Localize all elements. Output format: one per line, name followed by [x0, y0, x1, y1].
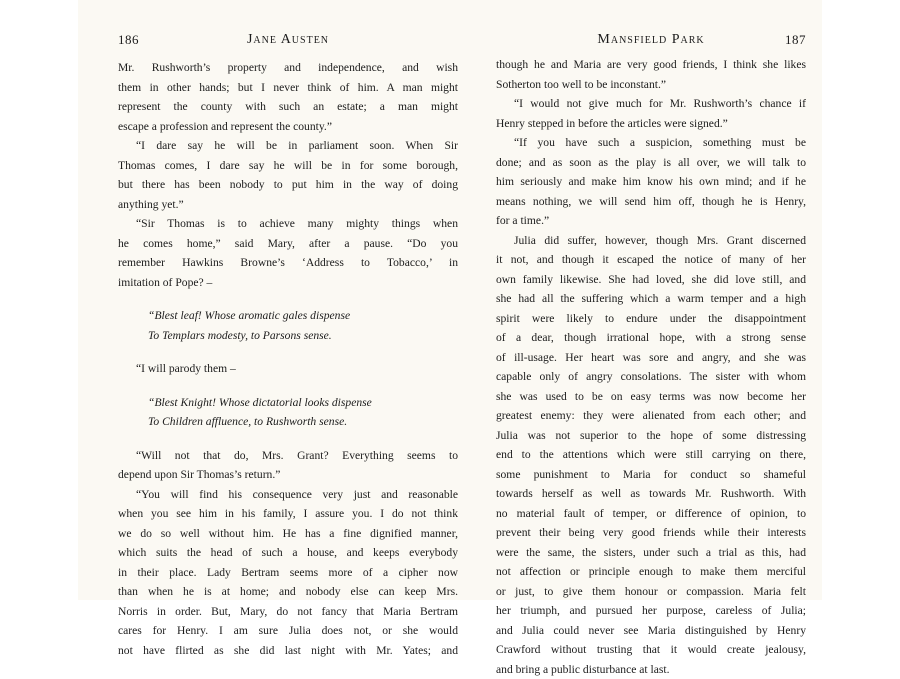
- right-page-text: [496, 55, 806, 679]
- text-line: “I will parody them –: [118, 359, 458, 379]
- text-line: remember Hawkins Browne’s ‘Address to Tobacco,’ in: [118, 253, 458, 273]
- running-head-title-right: Mansfield Park: [496, 32, 806, 48]
- text-line: towards herself as well as towards Mr. Rushworth. With: [496, 484, 806, 504]
- text-line: she had all the suffering which a warm temper and a high: [496, 289, 806, 309]
- text-line: we do so well without him. He has a fine dignified manner,: [118, 524, 458, 544]
- text-line: not affection or principle enough to make them merciful: [496, 562, 806, 582]
- right-page: [496, 0, 806, 600]
- text-line: “I would not give much for Mr. Rushworth’s chance if: [496, 94, 806, 114]
- text-line: cares for Henry. I am sure Julia does not, or she would: [118, 621, 458, 641]
- text-line: represent the county with such an estate; a man might: [118, 97, 458, 117]
- text-line: than when he is at home; and nobody else can keep Mrs.: [118, 582, 458, 602]
- text-line: which suits the head of such a house, and keeps everybody: [118, 543, 458, 563]
- page-number-left: 186: [118, 32, 139, 48]
- text-line: “Will not that do, Mrs. Grant? Everything seems to: [118, 446, 458, 466]
- text-line: of a dear, though irrational hope, with a strong sense: [496, 328, 806, 348]
- text-line: end to the attentions which were still carrying on there,: [496, 445, 806, 465]
- text-line: capable only of angry consolations. The sister with whom: [496, 367, 806, 387]
- text-line: Julia was not superior to the hope of some distressing: [496, 426, 806, 446]
- text-line: her triumph, and pursued her purpose, careless of Julia;: [496, 601, 806, 621]
- text-line: in their place. Lady Bertram seems more of a cipher now: [118, 563, 458, 583]
- running-head-right: [496, 32, 806, 50]
- text-line: Sotherton too well to be inconstant.”: [496, 75, 806, 95]
- text-line: Thomas comes, I dare say he will be in for some borough,: [118, 156, 458, 176]
- page-number-right: 187: [785, 32, 806, 48]
- text-line: means nothing, we will send him off, though he is Henry,: [496, 192, 806, 212]
- text-line: greatest enemy: they were alienated from each other; and: [496, 406, 806, 426]
- verse-line: “Blest Knight! Whose dictatorial looks dispense: [118, 393, 458, 413]
- text-line: some punishment to Maria for conduct so shameful: [496, 465, 806, 485]
- verse-line: To Templars modesty, to Parsons sense.: [118, 326, 458, 346]
- text-line: or just, to give them honour or compassion. Maria felt: [496, 582, 806, 602]
- text-line: she was used to be on easy terms was now become her: [496, 387, 806, 407]
- text-line: but there has been nobody to put him in the way of doing: [118, 175, 458, 195]
- text-line: anything yet.”: [118, 195, 458, 215]
- text-line: own family likewise. She had loved, she did love still, and: [496, 270, 806, 290]
- text-line: escape a profession and represent the county.”: [118, 117, 458, 137]
- text-line: were the same, the sisters, under such a trial as this, had: [496, 543, 806, 563]
- text-line: when you see him in his family, I assure you. I do not think: [118, 504, 458, 524]
- text-line: Crawford without trusting that it would create jealousy,: [496, 640, 806, 660]
- text-line: them in other hands; but I never think of him. A man might: [118, 78, 458, 98]
- text-line: and Julia could never see Maria distinguished by Henry: [496, 621, 806, 641]
- text-line: depend upon Sir Thomas’s return.”: [118, 465, 458, 485]
- text-line: it not, and though it escaped the notice of many of her: [496, 250, 806, 270]
- text-line: Norris in order. But, Mary, do not fancy that Maria Bertram: [118, 602, 458, 622]
- verse-line: To Children affluence, to Rushworth sense.: [118, 412, 458, 432]
- text-line: for a time.”: [496, 211, 806, 231]
- text-line: though he and Maria are very good friends, I think she likes: [496, 55, 806, 75]
- running-head-title-left: Jane Austen: [118, 32, 458, 48]
- text-line: “You will find his consequence very just and reasonable: [118, 485, 458, 505]
- text-line: Henry stepped in before the articles were signed.”: [496, 114, 806, 134]
- text-line: not have flirted as she did last night with Mr. Yates; and: [118, 641, 458, 661]
- text-line: he comes home,” said Mary, after a pause. “Do you: [118, 234, 458, 254]
- text-line: Mr. Rushworth’s property and independence, and wish: [118, 58, 458, 78]
- text-line: him seriously and make him know his own mind; and if he: [496, 172, 806, 192]
- text-line: no material fault of temper, or difference of opinion, to: [496, 504, 806, 524]
- text-line: done; and as soon as the play is all over, we will talk to: [496, 153, 806, 173]
- text-line: “Sir Thomas is to achieve many mighty things when: [118, 214, 458, 234]
- verse-line: “Blest leaf! Whose aromatic gales dispense: [118, 306, 458, 326]
- left-page-text: [118, 58, 458, 660]
- text-line: Julia did suffer, however, though Mrs. Grant discerned: [496, 231, 806, 251]
- text-line: of ill-usage. Her heart was sore and angry, and she was: [496, 348, 806, 368]
- text-line: prevent their being very good friends while their interests: [496, 523, 806, 543]
- running-head-left: [118, 32, 458, 50]
- text-line: and bring a public disturbance at last.: [496, 660, 806, 679]
- book-spread: [78, 0, 822, 600]
- left-page: [118, 0, 458, 600]
- text-line: imitation of Pope? –: [118, 273, 458, 293]
- text-line: “I dare say he will be in parliament soon. When Sir: [118, 136, 458, 156]
- text-line: spirit were likely to endure under the disappointment: [496, 309, 806, 329]
- text-line: “If you have such a suspicion, something must be: [496, 133, 806, 153]
